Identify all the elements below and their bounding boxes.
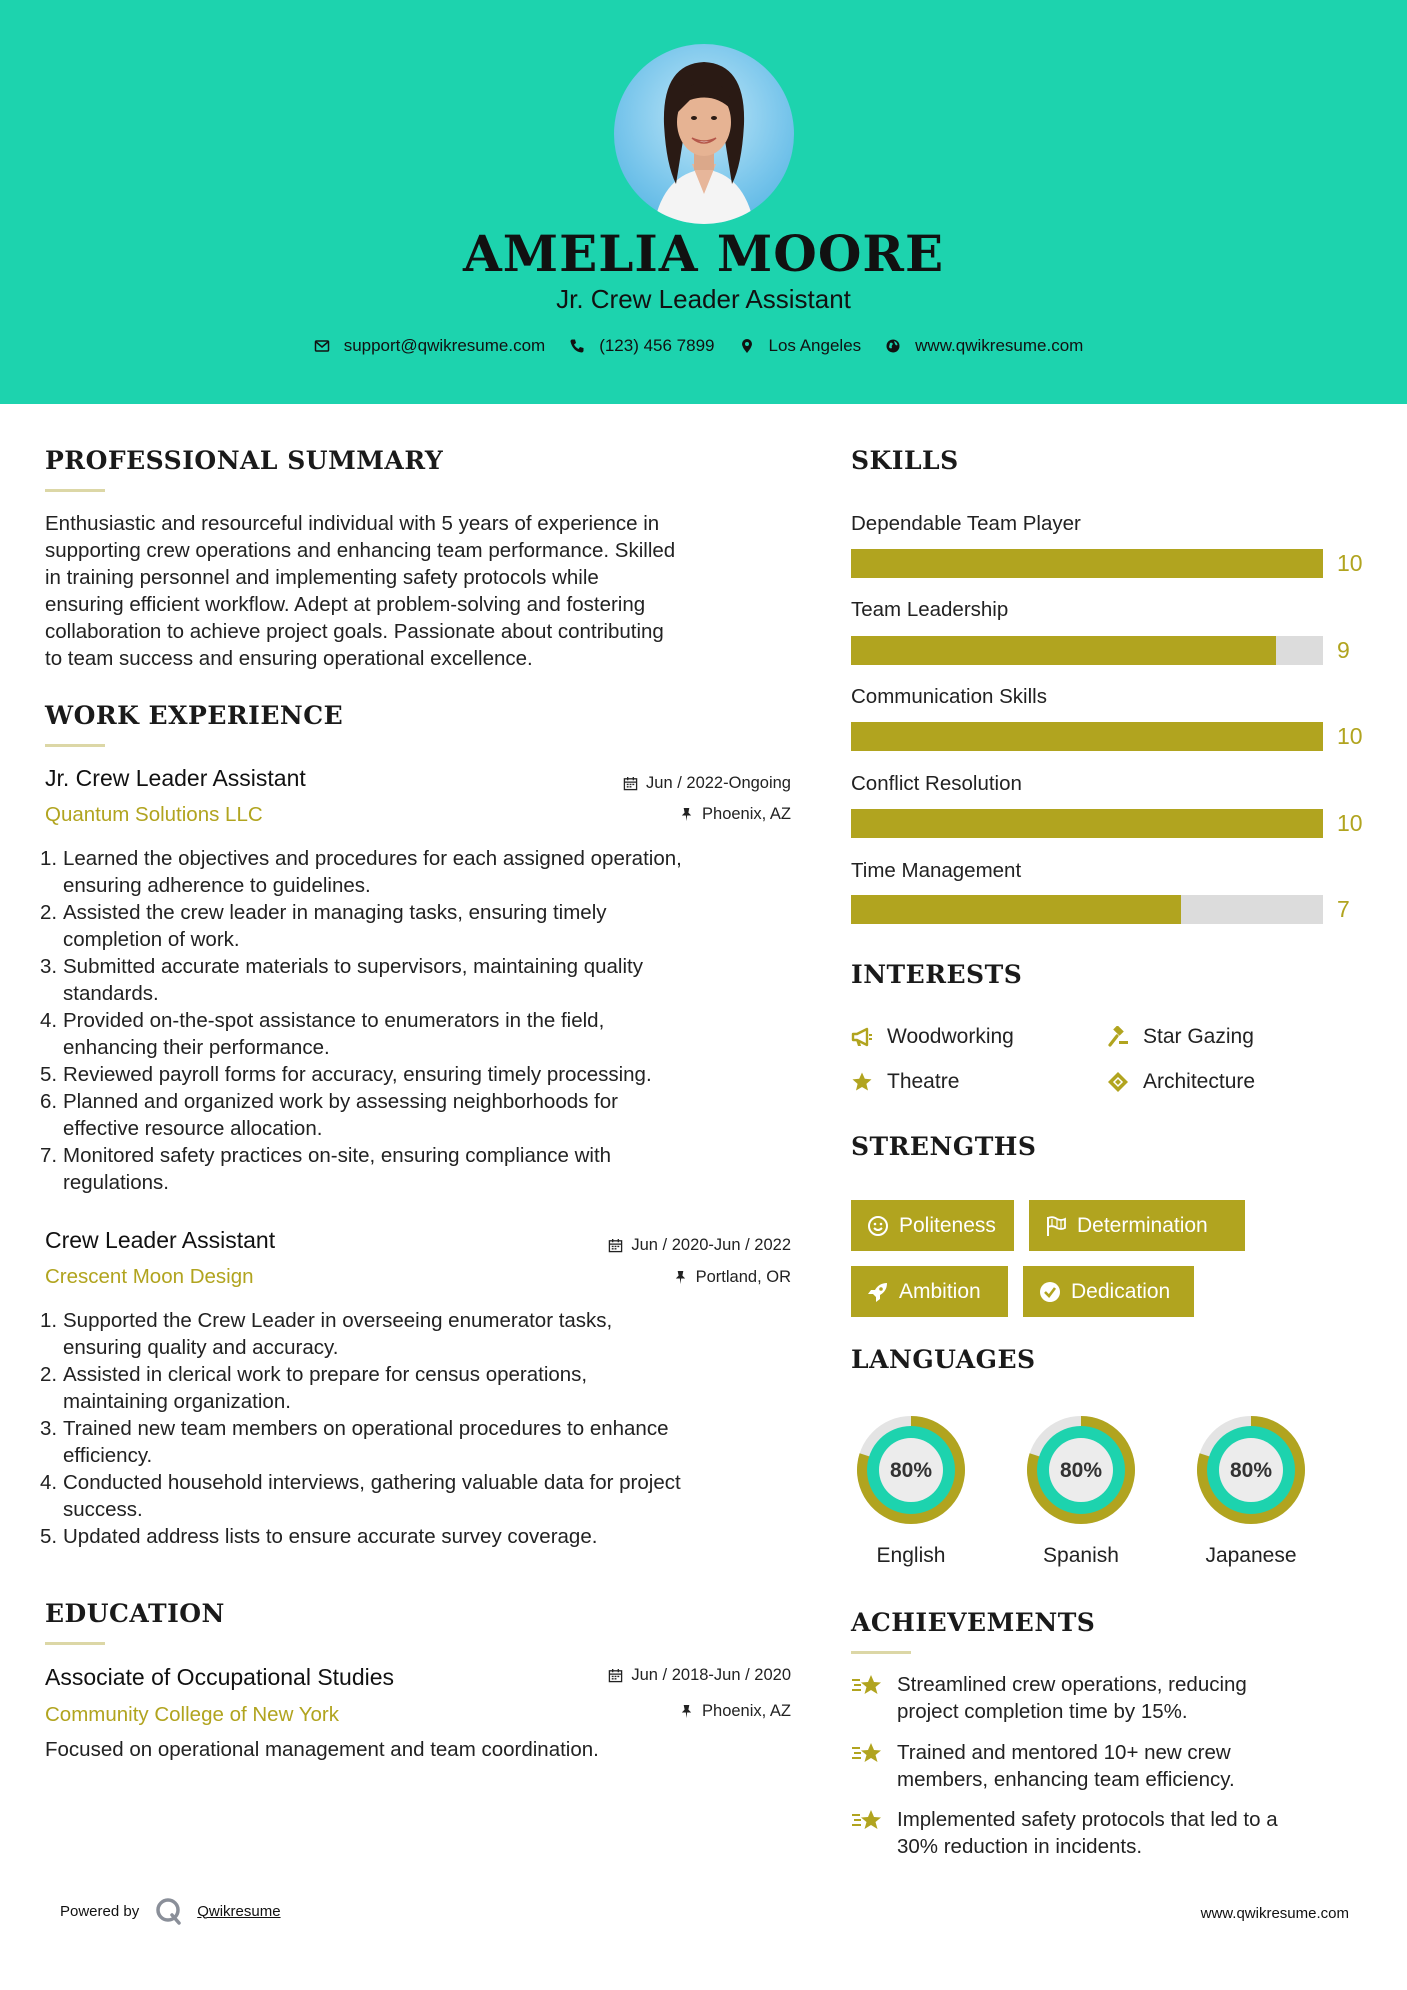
achievement-line: Implemented safety protocols that led to a <box>897 1808 1278 1831</box>
smile-icon <box>867 1215 889 1237</box>
list-item <box>40 1007 800 1034</box>
profile-photo <box>614 44 794 224</box>
language-ring <box>1191 1410 1311 1530</box>
envelope-icon <box>314 338 330 354</box>
list-text: Reviewed payroll forms for accuracy, ensuring timely processing. <box>63 1063 652 1086</box>
list-item <box>40 926 800 953</box>
pushpin-icon <box>679 1704 694 1719</box>
bullhorn-icon <box>851 1026 873 1048</box>
education-dates <box>608 1666 791 1685</box>
list-item <box>40 1442 800 1469</box>
list-text: Updated address lists to ensure accurate survey coverage. <box>63 1525 598 1548</box>
list-item <box>40 845 800 872</box>
job-location-text: Phoenix, AZ <box>702 805 791 823</box>
phone-icon <box>569 338 585 354</box>
list-text: enhancing their performance. <box>63 1036 330 1059</box>
summary-underline <box>45 489 105 492</box>
list-number: 4. <box>40 1471 58 1494</box>
job-title: Jr. Crew Leader Assistant <box>45 765 306 791</box>
list-number: 1. <box>40 847 58 870</box>
rocket-icon <box>867 1281 889 1303</box>
contact-email-text: support@qwikresume.com <box>343 336 546 355</box>
list-number <box>40 1169 63 1196</box>
summary-line: collaboration to achieve project goals. Passionate about contributing <box>45 620 664 643</box>
list-number: 2. <box>40 901 58 924</box>
pushpin-icon <box>679 807 694 822</box>
language-item <box>851 1410 971 1568</box>
header-banner <box>0 0 1407 404</box>
strength-badge <box>851 1266 1008 1317</box>
language-percent: 80% <box>1059 1459 1103 1482</box>
achievement-text <box>897 1739 1235 1793</box>
flag-icon <box>1045 1215 1067 1237</box>
strength-label: Politeness <box>899 1213 996 1237</box>
language-ring <box>1021 1410 1141 1530</box>
achievement-line: 30% reduction in incidents. <box>897 1835 1143 1858</box>
list-text: Planned and organized work by assessing neighborhoods for <box>63 1090 619 1113</box>
skill-value: 7 <box>1337 896 1350 922</box>
list-number <box>40 980 63 1007</box>
achievement-line: Streamlined crew operations, reducing <box>897 1673 1247 1696</box>
list-text: Assisted in clerical work to prepare for census operations, <box>63 1363 588 1386</box>
powered-by-text: Powered by <box>60 1902 140 1920</box>
list-text: Provided on-the-spot assistance to enumerators in the field, <box>63 1009 605 1032</box>
strengths-title: STRENGTHS <box>851 1132 1037 1161</box>
contact-phone-text: (123) 456 7899 <box>599 336 715 355</box>
job-bullet-list <box>40 1307 800 1550</box>
list-item <box>40 1142 800 1169</box>
calendar-icon <box>608 1668 623 1683</box>
skill-value: 10 <box>1337 550 1363 576</box>
list-number <box>40 1034 63 1061</box>
star-icon <box>851 1071 873 1093</box>
language-name: English <box>876 1544 946 1567</box>
list-text: ensuring quality and accuracy. <box>63 1336 339 1359</box>
summary-line: in training personnel and implementing safety protocols while <box>45 566 599 589</box>
skill-value: 10 <box>1337 723 1363 749</box>
list-item <box>40 1388 800 1415</box>
summary-title: PROFESSIONAL SUMMARY <box>45 446 444 475</box>
list-text: completion of work. <box>63 928 240 951</box>
list-item <box>40 1088 800 1115</box>
skill-name: Conflict Resolution <box>851 772 1022 795</box>
list-number: 3. <box>40 955 58 978</box>
list-text: Trained new team members on operational procedures to enhance <box>63 1417 669 1440</box>
list-text: success. <box>63 1498 143 1521</box>
skill-bar-fill <box>851 549 1323 578</box>
list-number: 3. <box>40 1417 58 1440</box>
language-name: Japanese <box>1205 1544 1297 1567</box>
skill-name: Time Management <box>851 859 1022 882</box>
interest-label: Architecture <box>1143 1070 1256 1093</box>
list-text: Submitted accurate materials to supervisors, maintaining quality <box>63 955 643 978</box>
calendar-icon <box>608 1238 623 1253</box>
education-dates-text: Jun / 2018-Jun / 2020 <box>631 1666 791 1684</box>
skill-bar-fill <box>851 636 1276 665</box>
list-text: Learned the objectives and procedures for each assigned operation, <box>63 847 682 870</box>
list-text: maintaining organization. <box>63 1390 291 1413</box>
language-percent: 80% <box>889 1459 933 1482</box>
skill-value: 10 <box>1337 810 1363 836</box>
list-item <box>40 1496 800 1523</box>
job-dates <box>608 1236 791 1255</box>
list-item <box>40 980 800 1007</box>
profile-photo-illustration <box>614 44 794 224</box>
pushpin-icon <box>673 1270 688 1285</box>
list-text: effective resource allocation. <box>63 1117 323 1140</box>
list-item <box>40 1034 800 1061</box>
brand-link[interactable]: Qwikresume <box>197 1902 281 1920</box>
shooting-star-icon <box>851 1740 885 1770</box>
skill-name: Team Leadership <box>851 598 1009 621</box>
work-title: WORK EXPERIENCE <box>45 701 344 730</box>
list-text: ensuring adherence to guidelines. <box>63 874 371 897</box>
summary-line: supporting crew operations and enhancing team performance. Skilled <box>45 539 676 562</box>
contact-email[interactable] <box>314 336 546 356</box>
interest-label: Star Gazing <box>1143 1025 1254 1048</box>
job-company: Crescent Moon Design <box>45 1265 254 1288</box>
job-dates <box>623 774 791 793</box>
ticket-icon <box>1107 1071 1129 1093</box>
list-text: Conducted household interviews, gathering valuable data for project <box>63 1471 681 1494</box>
achievement-text <box>897 1671 1247 1725</box>
strength-badge <box>1029 1200 1245 1251</box>
education-location <box>679 1702 791 1721</box>
list-item <box>40 899 800 926</box>
interests-title: INTERESTS <box>851 960 1023 989</box>
summary-line: ensuring efficient workflow. Adept at problem-solving and fostering <box>45 593 646 616</box>
job-bullet-list <box>40 845 800 1196</box>
language-name: Spanish <box>1043 1544 1119 1567</box>
list-number <box>40 1496 63 1523</box>
list-text: regulations. <box>63 1171 169 1194</box>
language-percent: 80% <box>1229 1459 1273 1482</box>
language-item <box>1191 1410 1311 1568</box>
list-number <box>40 1442 63 1469</box>
list-number: 5. <box>40 1063 58 1086</box>
skill-bar-fill <box>851 809 1323 838</box>
footer-powered-by <box>60 1896 281 1926</box>
list-item <box>40 1169 800 1196</box>
job-dates-text: Jun / 2020-Jun / 2022 <box>631 1236 791 1254</box>
strength-label: Ambition <box>899 1279 981 1303</box>
list-number: 1. <box>40 1309 58 1332</box>
shooting-star-icon <box>851 1672 885 1702</box>
list-number: 6. <box>40 1090 58 1113</box>
skill-bar <box>851 809 1323 838</box>
list-number: 5. <box>40 1525 58 1548</box>
strength-badge <box>1023 1266 1194 1317</box>
list-text: Assisted the crew leader in managing tasks, ensuring timely <box>63 901 607 924</box>
list-number <box>40 1334 63 1361</box>
achievement-line: Trained and mentored 10+ new crew <box>897 1741 1231 1764</box>
contact-phone[interactable] <box>569 336 714 356</box>
education-title: EDUCATION <box>45 1599 225 1628</box>
achievements-title: ACHIEVEMENTS <box>851 1608 1096 1637</box>
education-school: Community College of New York <box>45 1703 339 1726</box>
skill-name: Communication Skills <box>851 685 1047 708</box>
work-underline <box>45 744 105 747</box>
job-location <box>673 1268 791 1287</box>
list-text: efficiency. <box>63 1444 153 1467</box>
interest-label: Theatre <box>887 1070 960 1093</box>
education-underline <box>45 1642 105 1645</box>
list-number <box>40 1115 63 1142</box>
achievement-item <box>851 1671 1371 1725</box>
list-text: standards. <box>63 982 159 1005</box>
achievement-item <box>851 1739 1371 1793</box>
skill-name: Dependable Team Player <box>851 512 1081 535</box>
list-number <box>40 926 63 953</box>
qwikresume-logo-icon <box>153 1896 183 1926</box>
job-company: Quantum Solutions LLC <box>45 803 263 826</box>
list-item <box>40 1307 800 1334</box>
achievement-item <box>851 1806 1371 1860</box>
interest-item <box>1107 1070 1255 1094</box>
summary-line: to team success and ensuring operational excellence. <box>45 647 533 670</box>
skill-bar-fill <box>851 895 1181 924</box>
skill-bar <box>851 636 1323 665</box>
list-number <box>40 872 63 899</box>
summary-text <box>45 510 795 672</box>
skill-bar <box>851 549 1323 578</box>
candidate-name: AMELIA MOORE <box>462 224 945 283</box>
list-text: Monitored safety practices on-site, ensuring compliance with <box>63 1144 612 1167</box>
list-number <box>40 1388 63 1415</box>
achievements-underline <box>851 1651 911 1654</box>
job-title: Crew Leader Assistant <box>45 1227 276 1253</box>
skill-bar-fill <box>851 722 1323 751</box>
list-item <box>40 1334 800 1361</box>
achievement-text <box>897 1806 1278 1860</box>
interest-item <box>1107 1025 1254 1049</box>
achievement-line: project completion time by 15%. <box>897 1700 1188 1723</box>
globe-icon <box>885 338 901 354</box>
footer-website[interactable]: www.qwikresume.com <box>1200 1905 1349 1922</box>
list-text: Supported the Crew Leader in overseeing enumerator tasks, <box>63 1309 613 1332</box>
check-circle-icon <box>1039 1281 1061 1303</box>
job-location <box>679 805 791 824</box>
list-number: 2. <box>40 1363 58 1386</box>
list-item <box>40 1361 800 1388</box>
language-item <box>1021 1410 1141 1568</box>
skill-value: 9 <box>1337 637 1350 663</box>
contact-bar <box>0 336 1407 356</box>
shooting-star-icon <box>851 1807 885 1837</box>
calendar-icon <box>623 776 638 791</box>
list-number: 4. <box>40 1009 58 1032</box>
skills-title: SKILLS <box>851 446 959 475</box>
skill-bar <box>851 895 1323 924</box>
interest-item <box>851 1025 1014 1049</box>
contact-location <box>739 336 862 356</box>
list-item <box>40 1469 800 1496</box>
job-location-text: Portland, OR <box>695 1268 791 1286</box>
education-description: Focused on operational management and team coordination. <box>45 1738 599 1761</box>
strength-label: Dedication <box>1071 1279 1171 1303</box>
language-ring <box>851 1410 971 1530</box>
summary-line: Enthusiastic and resourceful individual with 5 years of experience in <box>45 512 660 535</box>
gavel-icon <box>1107 1026 1129 1048</box>
interest-label: Woodworking <box>887 1025 1014 1048</box>
map-pin-icon <box>739 338 755 354</box>
education-degree: Associate of Occupational Studies <box>45 1664 395 1690</box>
strength-badge <box>851 1200 1014 1251</box>
candidate-role: Jr. Crew Leader Assistant <box>556 284 851 314</box>
interest-item <box>851 1070 959 1094</box>
list-number: 7. <box>40 1144 58 1167</box>
skill-bar <box>851 722 1323 751</box>
list-item <box>40 1061 800 1088</box>
contact-website[interactable] <box>885 336 1083 356</box>
contact-website-text: www.qwikresume.com <box>915 336 1084 355</box>
list-item <box>40 1523 800 1550</box>
strength-label: Determination <box>1077 1213 1208 1237</box>
list-item <box>40 872 800 899</box>
list-item <box>40 953 800 980</box>
achievement-line: members, enhancing team efficiency. <box>897 1768 1235 1791</box>
contact-location-text: Los Angeles <box>768 336 862 355</box>
job-dates-text: Jun / 2022-Ongoing <box>646 774 791 792</box>
languages-title: LANGUAGES <box>851 1345 1036 1374</box>
list-item <box>40 1115 800 1142</box>
list-item <box>40 1415 800 1442</box>
education-location-text: Phoenix, AZ <box>702 1702 791 1720</box>
